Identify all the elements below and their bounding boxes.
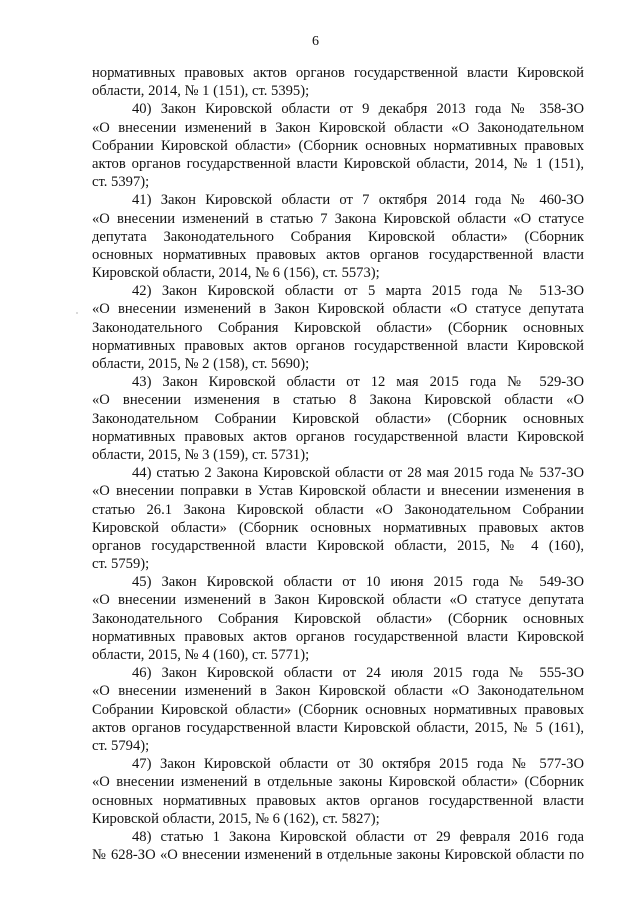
text-line: 42) Закон Кировской области от 5 марта 2015 года № 513-ЗО (132, 283, 584, 300)
text-line: 45) Закон Кировской области от 10 июня 2015 года № 549-ЗО (132, 574, 584, 591)
text-line: области, 2015, № 2 (158), ст. 5690); (92, 356, 310, 372)
text-line: 40) Закон Кировской области от 9 декабря 2013 года № 358-ЗО (132, 101, 584, 118)
text-line: 43) Закон Кировской области от 12 мая 2015 года № 529-ЗО (132, 374, 584, 391)
text-line: «О внесении изменения в статью 8 Закона Кировской области «О (92, 392, 584, 409)
text-line: 48) статью 1 Закона Кировской области от 29 февраля 2016 года (132, 828, 584, 845)
text-line: ст. 5397); (92, 174, 150, 191)
text-line: Кировской области, 2015, № 6 (162), ст. 5827); (92, 810, 380, 827)
text-line: ст. 5759); (92, 556, 150, 573)
text-line: Собрании Кировской области» (Сборник основных нормативных правовых (92, 137, 584, 154)
text-line: Законодательном Собрании Кировской области» (Сборник основных (92, 410, 584, 427)
text-line: 44) статью 2 Закона Кировской области от 28 мая 2015 года № 537-ЗО (132, 465, 584, 482)
text-line: нормативных правовых актов органов государственной власти Кировской (92, 428, 584, 445)
text-line: «О внесении изменений в статью 7 Закона Кировской области «О статусе (92, 210, 584, 227)
text-line: «О внесении изменений в Закон Кировской области «О Законодательном (92, 119, 584, 136)
text-line: депутата Законодательного Собрания Кировской области» (Сборник (92, 228, 584, 245)
text-line: области, 2014, № 1 (151), ст. 5395); (92, 83, 310, 100)
text-line: «О внесении изменений в Закон Кировской области «О статусе депутата (92, 301, 584, 318)
text-line: 46) Закон Кировской области от 24 июля 2015 года № 555-ЗО (132, 665, 584, 682)
text-line: «О внесении изменений в Закон Кировской области «О статусе депутата (92, 592, 584, 609)
text-line: 47) Закон Кировской области от 30 октября 2015 года № 577-ЗО (132, 756, 584, 773)
document-body (92, 64, 584, 864)
text-line: Кировской области, 2014, № 6 (156), ст. 5573); (92, 265, 380, 282)
text-line: области, 2015, № 3 (159), ст. 5731); (92, 446, 310, 463)
text-line: области, 2015, № 4 (160), ст. 5771); (92, 647, 310, 663)
text-line: основных нормативных правовых актов органов государственной власти (92, 246, 584, 263)
text-line: актов органов государственной власти Кировской области, 2014, № 1 (151), (92, 155, 584, 172)
page-number: 6 (312, 34, 319, 49)
text-line: «О внесении изменений в отдельные законы Кировской области» (Сборник (92, 774, 584, 791)
text-line: статью 26.1 Закона Кировской области «О Законодательном Собрании (92, 501, 584, 518)
text-line: нормативных правовых актов органов государственной власти Кировской (92, 65, 584, 81)
text-line: актов органов государственной власти Кировской области, 2015, № 5 (161), (92, 719, 584, 736)
text-line: Законодательного Собрания Кировской области» (Сборник основных (92, 610, 584, 627)
text-line: основных нормативных правовых актов органов государственной власти (92, 792, 584, 809)
text-line: «О внесении изменений в Закон Кировской области «О Законодательном (92, 683, 584, 700)
text-line: «О внесении поправки в Устав Кировской области и внесении изменения в (92, 483, 584, 500)
text-line: № 628-ЗО «О внесении изменений в отдельные законы Кировской области по (92, 847, 584, 864)
text-line: Собрании Кировской области» (Сборник основных нормативных правовых (92, 701, 584, 718)
scan-speck (76, 312, 78, 314)
text-line: ст. 5794); (92, 737, 150, 754)
text-line: органов государственной власти Кировской области, 2015, № 4 (160), (92, 537, 584, 554)
text-line: нормативных правовых актов органов государственной власти Кировской (92, 337, 584, 354)
text-line: Законодательного Собрания Кировской области» (Сборник основных (92, 319, 584, 336)
text-line: Кировской области» (Сборник основных нормативных правовых актов (92, 519, 584, 536)
text-line: нормативных правовых актов органов государственной власти Кировской (92, 628, 584, 645)
text-line: 41) Закон Кировской области от 7 октября 2014 года № 460-ЗО (132, 192, 584, 209)
